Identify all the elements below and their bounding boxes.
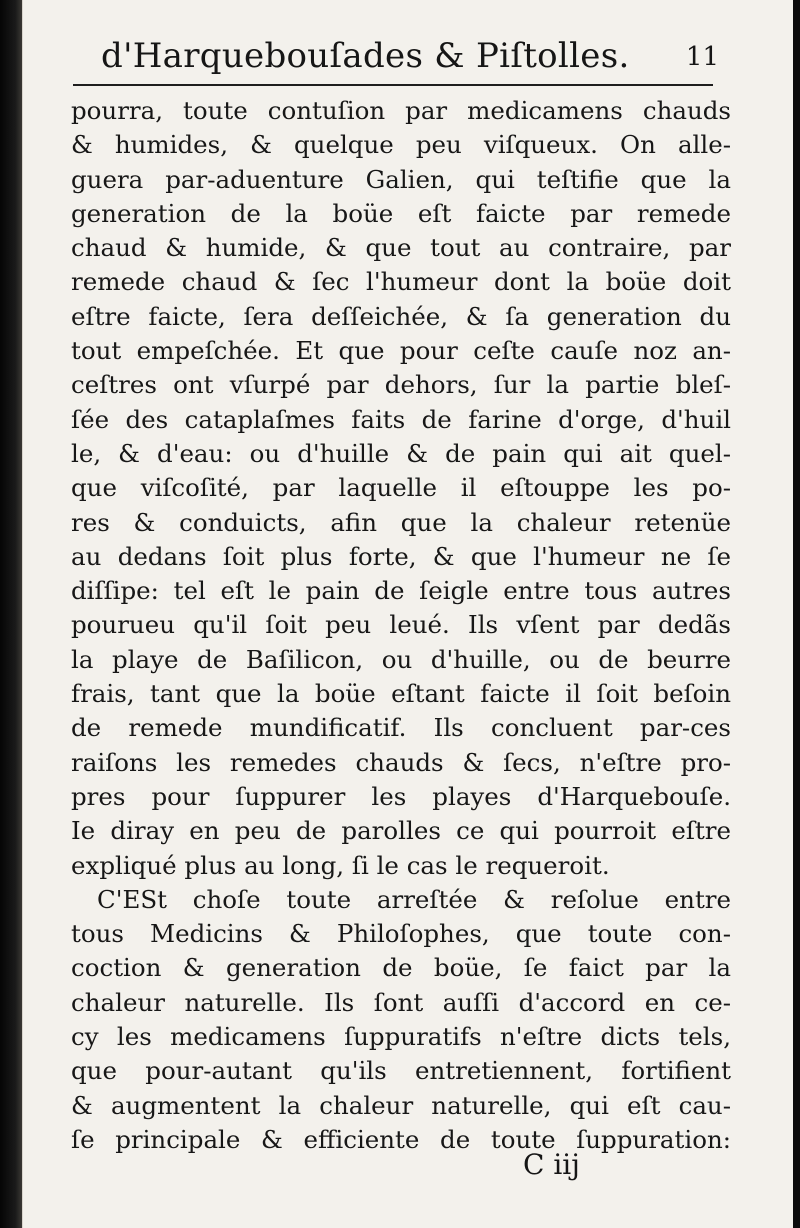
text-line: au dedans ſoit plus forte, & que l'humeur ne ſe [71, 541, 731, 571]
text-line: pourra, toute contuſion par medicamens chauds [71, 96, 731, 125]
text-line: chaud & humide, & que tout au contraire, par [71, 233, 731, 263]
text-line: guera par-aduenture Galien, qui teſtifie que la [71, 164, 731, 194]
page-number: 11 [685, 42, 719, 72]
text-line: la playe de Baſilicon, ou d'huille, ou de beurre [71, 644, 731, 674]
text-line: & humides, & quelque peu viſqueux. On alle- [71, 130, 731, 160]
text-line: remede chaud & ſec l'humeur dont la boüe doit [71, 267, 731, 297]
text-line: cy les medicamens ſuppuratifs n'eſtre dicts tels, [71, 1022, 731, 1052]
text-line: generation de la boüe eſt faicte par remede [71, 198, 731, 228]
page-edge-shadow [0, 0, 22, 1228]
text-line: que pour-autant qu'ils entretiennent, fortifient [71, 1056, 731, 1086]
text-line: raiſons les remedes chauds & ſecs, n'eſtre pro- [71, 747, 731, 777]
running-head: d'Harquebouſades & Piſtolles. [101, 36, 630, 76]
text-line: chaleur naturelle. Ils ſont auſſi d'accord en ce- [71, 987, 731, 1017]
body-text [71, 94, 731, 1157]
text-line: & augmentent la chaleur naturelle, qui eſt cau- [71, 1090, 731, 1120]
text-line: ſée des cataplaſmes faits de farine d'orge, d'huil [71, 404, 731, 434]
text-line: le, & d'eau: ou d'huille & de pain qui ait quel- [71, 438, 731, 468]
text-line: res & conduicts, afin que la chaleur retenüe [71, 507, 731, 537]
header-rule [73, 84, 713, 86]
text-line: Ie diray en peu de parolles ce qui pourroit eſtre [71, 816, 731, 846]
book-page [22, 0, 793, 1228]
text-line: diſſipe: tel eſt le pain de ſeigle entre tous autres [71, 576, 731, 606]
text-line: ceſtres ont vſurpé par dehors, ſur la partie bleſ- [71, 370, 731, 400]
text-line: de remede mundificatif. Ils concluent par-ces [71, 713, 731, 743]
text-line: tous Medicins & Philoſophes, que toute con- [71, 919, 731, 949]
text-line: que viſcoſité, par laquelle il eſtouppe les po- [71, 473, 731, 503]
text-line: frais, tant que la boüe eſtant faicte il ſoit beſoin [71, 679, 731, 709]
text-line: coction & generation de boüe, ſe faict par la [71, 953, 731, 983]
text-line: pourueu qu'il ſoit peu leué. Ils vſent par dedãs [71, 610, 731, 640]
text-line: tout empeſchée. Et que pour ceſte cauſe noz an- [71, 336, 731, 366]
text-line: pres pour ſuppurer les playes d'Harquebouſe. [71, 781, 731, 811]
text-line: C'ESt choſe toute arreſtée & reſolue entre [97, 884, 731, 914]
text-line: eſtre faicte, ſera deſſeichée, & ſa generation du [71, 301, 731, 331]
signature-mark: C iij [523, 1148, 580, 1181]
text-line: expliqué plus au long, ſi le cas le requeroit. [71, 850, 610, 880]
text-line: ſe principale & efficiente de toute ſuppuration: [71, 1124, 731, 1154]
page-header [79, 36, 719, 86]
